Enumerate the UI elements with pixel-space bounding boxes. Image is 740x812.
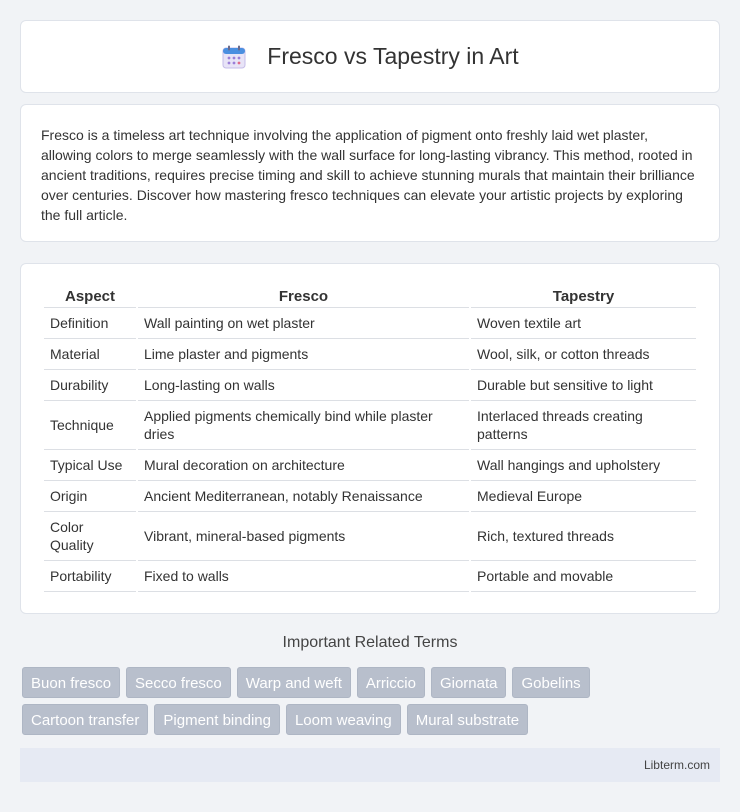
table-row: [44, 308, 696, 339]
column-header-fresco: Fresco: [138, 284, 469, 308]
table-cell-fresco: Fixed to walls: [138, 561, 469, 592]
related-term-tag[interactable]: Gobelins: [512, 667, 589, 698]
table-cell-tapestry: Woven textile art: [471, 308, 696, 339]
table-cell-fresco: Vibrant, mineral-based pigments: [138, 512, 469, 561]
table-row: [44, 481, 696, 512]
comparison-table-card: [20, 263, 720, 614]
column-header-tapestry: Tapestry: [471, 284, 696, 308]
related-term-tag[interactable]: Pigment binding: [154, 704, 280, 735]
table-row: [44, 401, 696, 450]
table-row: [44, 370, 696, 401]
intro-card: [20, 104, 720, 242]
table-cell-tapestry: Wall hangings and upholstery: [471, 450, 696, 481]
table-cell-fresco: Mural decoration on architecture: [138, 450, 469, 481]
table-cell-fresco: Ancient Mediterranean, notably Renaissance: [138, 481, 469, 512]
related-term-tag[interactable]: Mural substrate: [407, 704, 528, 735]
related-term-tag[interactable]: Loom weaving: [286, 704, 401, 735]
table-cell-aspect: Origin: [44, 481, 136, 512]
related-term-tag[interactable]: Giornata: [431, 667, 507, 698]
header-card: [20, 20, 720, 93]
related-term-tag[interactable]: Arriccio: [357, 667, 425, 698]
intro-text: Fresco is a timeless art technique involving the application of pigment onto freshly laid wet plaster, allowing colors to merge seamlessly with the wall surface for long-lasting vibrancy. This method, rooted in ancient traditions, requires precise timing and skill to achieve stunning murals that maintain their brilliance over centuries. Discover how mastering fresco techniques can elevate your artistic projects by exploring the full article.: [41, 127, 695, 223]
table-cell-tapestry: Portable and movable: [471, 561, 696, 592]
related-term-tag[interactable]: Secco fresco: [126, 667, 231, 698]
table-cell-fresco: Lime plaster and pigments: [138, 339, 469, 370]
table-cell-tapestry: Wool, silk, or cotton threads: [471, 339, 696, 370]
column-header-aspect: Aspect: [44, 284, 136, 308]
comparison-table: [42, 284, 698, 592]
table-cell-aspect: Typical Use: [44, 450, 136, 481]
table-cell-fresco: Long-lasting on walls: [138, 370, 469, 401]
table-row: [44, 512, 696, 561]
related-terms-list: [22, 667, 722, 741]
table-cell-fresco: Applied pigments chemically bind while plaster dries: [138, 401, 469, 450]
related-term-tag[interactable]: Buon fresco: [22, 667, 120, 698]
table-header-row: [44, 284, 696, 308]
table-cell-aspect: Color Quality: [44, 512, 136, 561]
table-cell-tapestry: Medieval Europe: [471, 481, 696, 512]
table-row: [44, 339, 696, 370]
calendar-icon: [221, 44, 247, 70]
table-cell-aspect: Material: [44, 339, 136, 370]
table-cell-tapestry: Durable but sensitive to light: [471, 370, 696, 401]
related-term-tag[interactable]: Warp and weft: [237, 667, 351, 698]
table-cell-aspect: Portability: [44, 561, 136, 592]
footer: [20, 748, 720, 782]
table-cell-aspect: Definition: [44, 308, 136, 339]
page-title: Fresco vs Tapestry in Art: [267, 43, 519, 69]
table-row: [44, 561, 696, 592]
table-cell-fresco: Wall painting on wet plaster: [138, 308, 469, 339]
table-cell-tapestry: Rich, textured threads: [471, 512, 696, 561]
table-cell-aspect: Technique: [44, 401, 136, 450]
table-row: [44, 450, 696, 481]
table-cell-tapestry: Interlaced threads creating patterns: [471, 401, 696, 450]
table-cell-aspect: Durability: [44, 370, 136, 401]
related-term-tag[interactable]: Cartoon transfer: [22, 704, 148, 735]
related-terms-title: Important Related Terms: [282, 634, 458, 651]
footer-site-link[interactable]: Libterm.com: [643, 758, 710, 772]
